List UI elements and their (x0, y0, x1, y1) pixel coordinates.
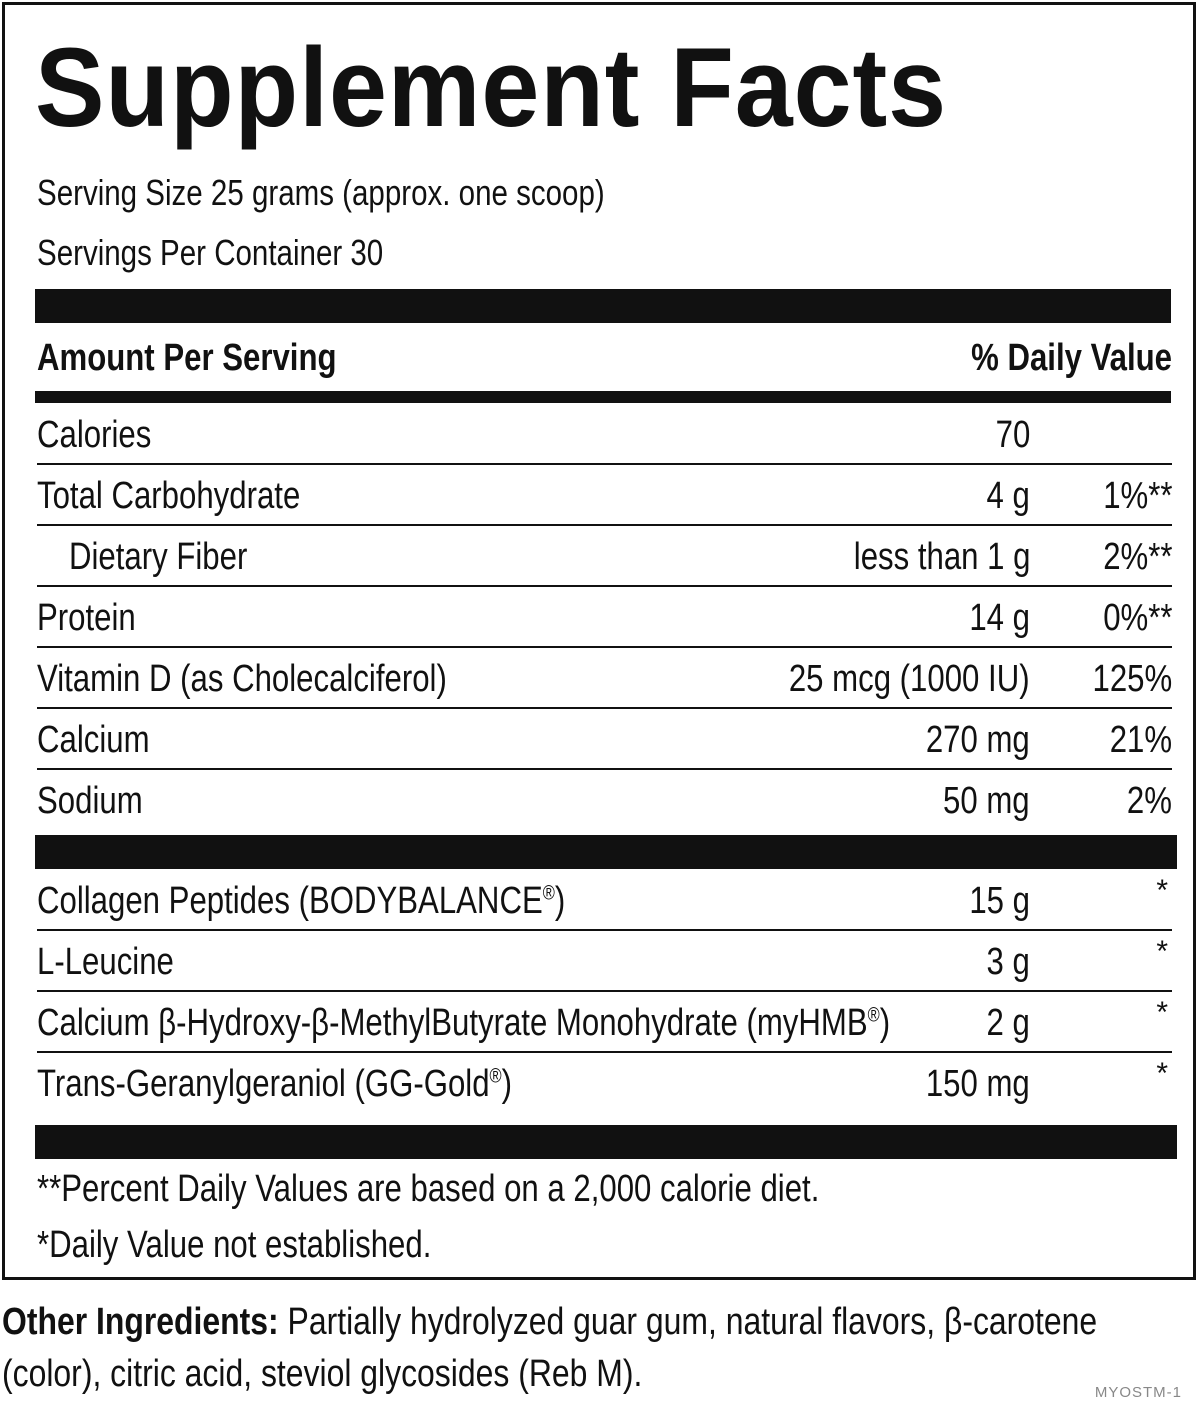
ingredient-dv: * (1156, 874, 1168, 907)
nutrient-name: Calories (37, 414, 152, 456)
ingredient-name: Collagen Peptides (BODYBALANCE®) (37, 880, 566, 922)
nutrient-amount: less than 1 g (853, 536, 1030, 578)
nutrient-dv: 2% (1126, 780, 1172, 822)
product-code: MYOSTM-1 (1094, 1384, 1182, 1401)
nutrient-dv: 125% (1092, 658, 1172, 700)
ingredient-amount: 3 g (986, 941, 1030, 983)
supplement-facts-panel (2, 2, 1196, 1280)
nutrient-amount: 270 mg (926, 719, 1030, 761)
nutrient-row (37, 771, 1172, 831)
nutrient-row (37, 466, 1172, 526)
ingredient-dv: * (1156, 1057, 1168, 1090)
daily-value-label: % Daily Value (971, 337, 1172, 379)
nutrient-amount: 25 mcg (1000 IU) (789, 658, 1030, 700)
table-header (37, 333, 1172, 383)
nutrient-amount: 14 g (969, 597, 1030, 639)
amount-per-serving-label: Amount Per Serving (37, 337, 337, 379)
ingredient-dv: * (1156, 996, 1168, 1029)
ingredient-amount: 15 g (969, 880, 1030, 922)
nutrient-name: Total Carbohydrate (37, 475, 301, 517)
ingredient-row (37, 993, 1172, 1053)
registered-mark: ® (867, 1004, 880, 1027)
nutrient-name: Protein (37, 597, 136, 639)
footnote-percent-dv: **Percent Daily Values are based on a 2,000 calorie diet. (37, 1168, 820, 1210)
ingredient-name: L-Leucine (37, 941, 174, 983)
registered-mark: ® (542, 882, 555, 905)
medium-divider (35, 391, 1171, 403)
other-ingredients-label: Other Ingredients: (2, 1301, 279, 1343)
nutrient-dv: 21% (1109, 719, 1172, 761)
footnote-dv-not-established: *Daily Value not established. (37, 1224, 432, 1266)
other-ingredients-text-2: (color), citric acid, steviol glycosides (Reb M). (2, 1353, 643, 1395)
servings-per-container: Servings Per Container 30 (37, 232, 384, 273)
ingredient-name: Trans-Geranylgeraniol (GG-Gold®) (37, 1063, 513, 1105)
nutrient-amount: 4 g (986, 475, 1030, 517)
nutrient-amount: 70 (995, 414, 1030, 456)
nutrient-dv: 1%** (1102, 475, 1172, 517)
nutrient-dv: 2%** (1102, 536, 1172, 578)
nutrient-name: Dietary Fiber (69, 536, 248, 578)
nutrient-row (37, 405, 1172, 465)
nutrient-row (37, 527, 1172, 587)
ingredient-amount: 150 mg (926, 1063, 1030, 1105)
nutrient-dv: 0%** (1102, 597, 1172, 639)
other-ingredients-text-1: Partially hydrolyzed guar gum, natural flavors, β-carotene (278, 1301, 1098, 1343)
ingredient-row (37, 1054, 1172, 1114)
other-ingredients (2, 1296, 1182, 1400)
thick-divider-middle (35, 835, 1177, 869)
ingredient-dv: * (1156, 935, 1168, 968)
nutrient-row (37, 649, 1172, 709)
nutrient-amount: 50 mg (943, 780, 1030, 822)
ingredient-name: Calcium β-Hydroxy-β-MethylButyrate Monohydrate (myHMB®) (37, 1002, 891, 1044)
nutrient-row (37, 588, 1172, 648)
thick-divider-top (35, 289, 1171, 323)
ingredient-row (37, 932, 1172, 992)
nutrient-name: Sodium (37, 780, 143, 822)
thick-divider-bottom (35, 1125, 1177, 1159)
ingredient-row (37, 871, 1172, 931)
panel-title: Supplement Facts (35, 25, 947, 150)
ingredient-amount: 2 g (986, 1002, 1030, 1044)
serving-size: Serving Size 25 grams (approx. one scoop) (37, 172, 605, 213)
registered-mark: ® (489, 1065, 502, 1088)
nutrient-row (37, 710, 1172, 770)
nutrient-name: Calcium (37, 719, 150, 761)
nutrient-name: Vitamin D (as Cholecalciferol) (37, 658, 447, 700)
